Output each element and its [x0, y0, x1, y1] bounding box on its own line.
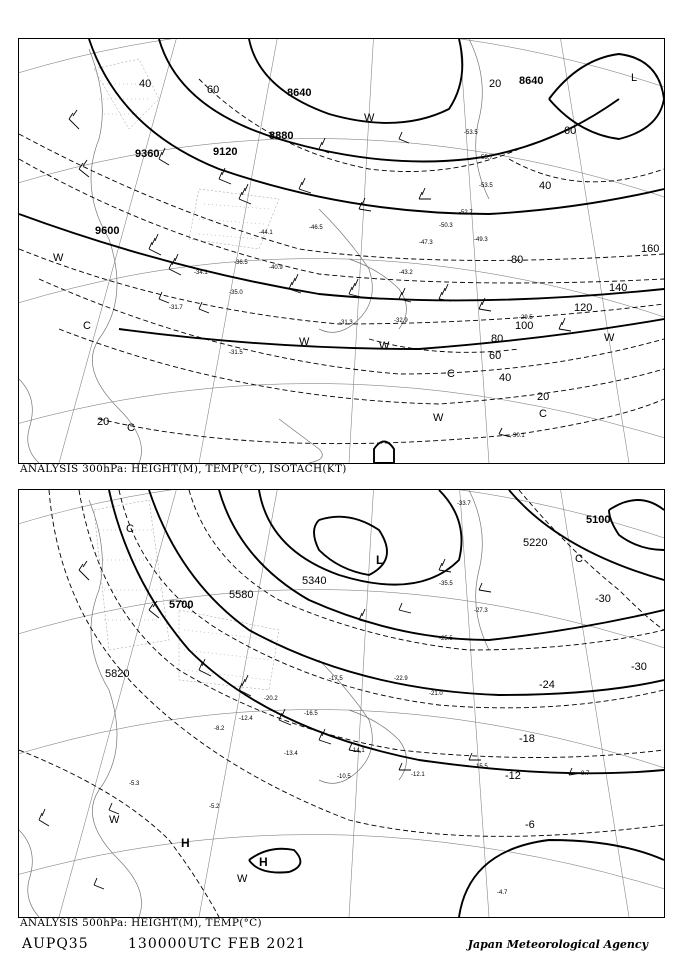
isotach-label: 20 — [97, 416, 110, 428]
station-value: -5.3 — [129, 781, 140, 787]
temp-label: -18 — [519, 733, 535, 745]
warm-center: W — [53, 252, 64, 264]
latlon-grid — [19, 39, 664, 463]
station-value: -14.1 — [351, 748, 365, 754]
cold-center: C — [539, 408, 547, 420]
warm-center: W — [109, 814, 120, 826]
station-value: -17.5 — [329, 676, 343, 682]
height-label-5580: 5580 — [229, 589, 254, 601]
isotach-label: 60 — [564, 125, 577, 137]
isotach-label: 100 — [515, 320, 534, 332]
isotach-label: 160 — [641, 243, 660, 255]
caption-500hpa: ANALYSIS 500hPa: HEIGHT(M), TEMP(°C) — [20, 917, 262, 929]
station-value: -53.5 — [464, 130, 478, 136]
low-center: L — [376, 553, 384, 567]
station-values — [129, 501, 590, 896]
high-center: H — [259, 855, 268, 869]
station-value: -27.3 — [474, 608, 488, 614]
station-value: -13.4 — [284, 751, 298, 757]
isotach-label: 40 — [499, 372, 512, 384]
station-value: -43.2 — [399, 270, 413, 276]
isotach-label: 80 — [511, 254, 524, 266]
chart-300hpa — [18, 38, 665, 464]
station-value: -25.5 — [439, 636, 453, 642]
station-value: -12.1 — [411, 772, 425, 778]
cold-center: C — [575, 553, 583, 565]
height-label-5700: 5700 — [169, 599, 194, 611]
station-value: -5.2 — [209, 804, 220, 810]
height-label-9360: 9360 — [135, 148, 160, 160]
isotach-label: 140 — [609, 282, 628, 294]
station-value: -52.7 — [459, 210, 473, 216]
station-value: -4.7 — [497, 890, 508, 896]
cold-center: C — [126, 523, 134, 535]
height-label-9120: 9120 — [213, 146, 238, 158]
station-value: -21.0 — [429, 691, 443, 697]
isotach-label: 40 — [539, 180, 552, 192]
height-contours — [19, 39, 664, 463]
warm-center: W — [237, 873, 248, 885]
station-value: -30.1 — [511, 433, 525, 439]
warm-center: W — [364, 112, 375, 124]
isotach-label: 60 — [489, 350, 502, 362]
warm-center: W — [379, 340, 390, 352]
cold-center: C — [83, 320, 91, 332]
warm-center: W — [604, 332, 615, 344]
height-label-5340: 5340 — [302, 575, 327, 587]
agency-name: Japan Meteorological Agency — [467, 938, 648, 951]
product-id: AUPQ35 — [22, 936, 89, 952]
height-label-8880: 8880 — [269, 130, 294, 142]
latlon-grid — [19, 490, 664, 917]
temp-label: -30 — [631, 661, 647, 673]
caption-300hpa: ANALYSIS 300hPa: HEIGHT(M), TEMP(°C), ISOTACH(KT) — [20, 463, 347, 475]
temp-label: -30 — [595, 593, 611, 605]
height-label-8640-b: 8640 — [519, 75, 544, 87]
station-value: -8.2 — [214, 726, 225, 732]
station-value: -47.3 — [419, 240, 433, 246]
height-label-5100: 5100 — [586, 514, 611, 526]
valid-time: 130000UTC FEB 2021 — [128, 936, 307, 952]
station-value: -34.1 — [194, 270, 208, 276]
station-value: -36.5 — [234, 260, 248, 266]
station-value: -9.7 — [579, 771, 590, 777]
station-value: -16.5 — [304, 711, 318, 717]
station-value: -53.5 — [479, 183, 493, 189]
station-values — [169, 130, 533, 439]
station-value: -50.3 — [439, 223, 453, 229]
coastlines — [19, 39, 489, 463]
map-500hpa — [19, 490, 664, 917]
station-value: -46.5 — [309, 225, 323, 231]
map-300hpa — [19, 39, 664, 463]
isotach-label: 120 — [574, 302, 593, 314]
isotach-label: 40 — [139, 78, 152, 90]
height-label-9600: 9600 — [95, 225, 120, 237]
temp-label: -24 — [539, 679, 555, 691]
temp-label: -12 — [505, 770, 521, 782]
low-center: L — [631, 72, 638, 84]
isotach-label: 60 — [207, 84, 220, 96]
station-value: -15.5 — [474, 764, 488, 770]
station-value: -40.9 — [269, 265, 283, 271]
isotherms — [19, 490, 664, 917]
station-value: -22.9 — [394, 676, 408, 682]
cold-center: C — [447, 368, 455, 380]
station-value: -32.9 — [394, 318, 408, 324]
cold-center: C — [127, 422, 135, 434]
isotach-label: 80 — [491, 333, 504, 345]
height-label-5220: 5220 — [523, 537, 548, 549]
station-value: -31.7 — [169, 305, 183, 311]
station-value: -20.2 — [264, 696, 278, 702]
height-label-8640-a: 8640 — [287, 87, 312, 99]
station-value: -12.4 — [239, 716, 253, 722]
isotach-label: 20 — [537, 391, 550, 403]
station-value: -35.0 — [229, 290, 243, 296]
height-label-5820: 5820 — [105, 668, 130, 680]
isotach-labels — [97, 78, 659, 428]
high-center: H — [181, 836, 190, 850]
station-value: -55.7 — [479, 155, 493, 161]
warm-center: W — [299, 336, 310, 348]
station-value: -31.5 — [229, 350, 243, 356]
warm-center: W — [433, 412, 444, 424]
station-value: -49.3 — [474, 237, 488, 243]
station-value: -33.7 — [457, 501, 471, 507]
isotach-label: 20 — [489, 78, 502, 90]
height-labels — [105, 514, 610, 680]
station-value: -29.5 — [519, 315, 533, 321]
station-value: -10.5 — [337, 774, 351, 780]
station-value: -44.1 — [259, 230, 273, 236]
temp-label: -6 — [525, 819, 535, 831]
station-value: -31.3 — [339, 320, 353, 326]
chart-500hpa — [18, 489, 665, 918]
station-value: -35.5 — [439, 581, 453, 587]
